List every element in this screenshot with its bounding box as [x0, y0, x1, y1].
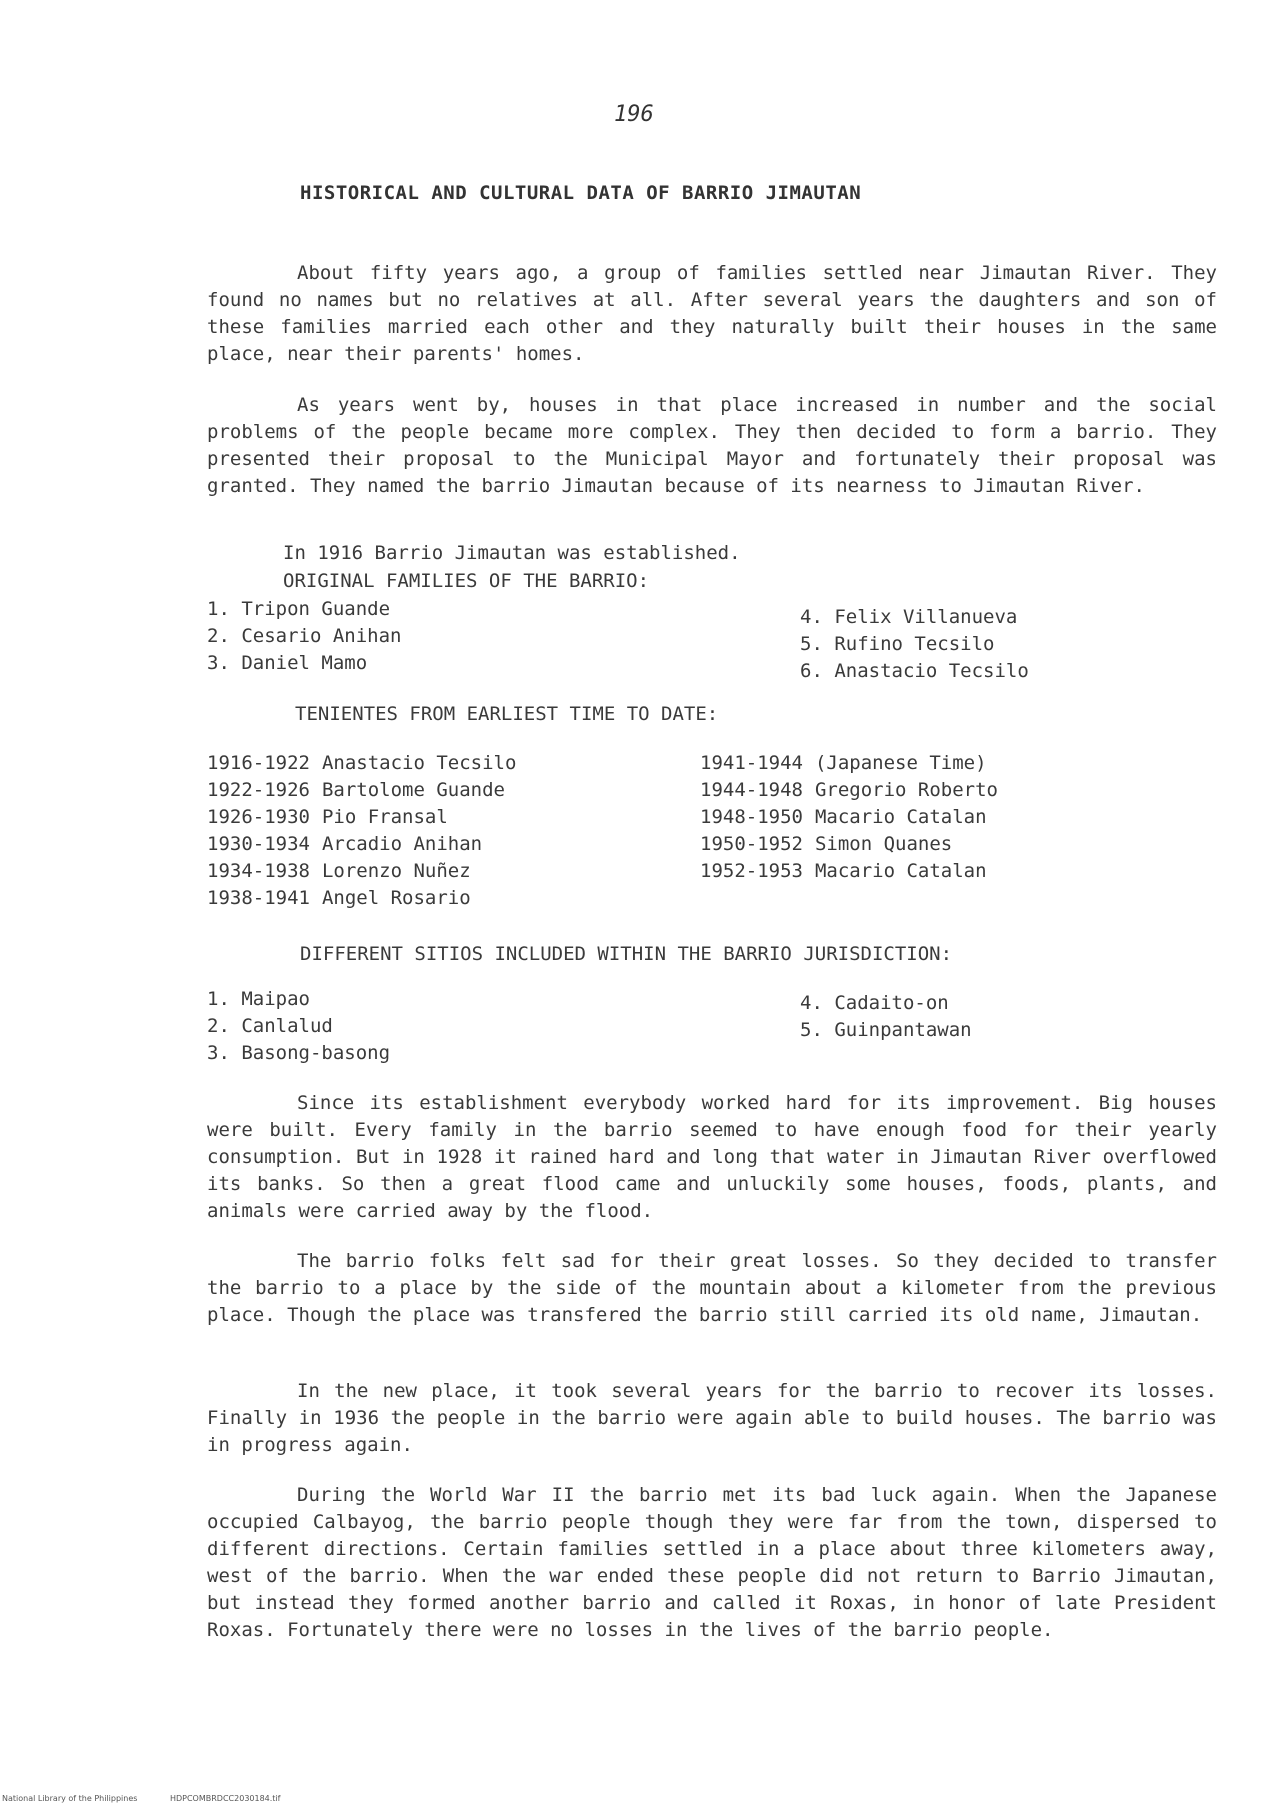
sitios-list-left — [207, 986, 390, 1067]
sitios-list-right — [800, 990, 972, 1044]
list-item: 1. Tripon Guande — [207, 598, 391, 620]
term-years: 1930-1934 — [207, 833, 310, 855]
teniente-name: Pio Fransal — [321, 806, 448, 828]
sitios-heading: DIFFERENT SITIOS INCLUDED WITHIN THE BARRIO JURISDICTION: — [300, 943, 953, 965]
teniente-name: Macario Catalan — [814, 860, 987, 882]
term-years: 1950-1952 — [700, 833, 803, 855]
table-row — [700, 779, 1010, 806]
footer-file: HDPCOMBRDCC2030184.tif — [169, 1794, 281, 1803]
list-item: 1. Maipao — [207, 988, 310, 1010]
list-item: 5. Rufino Tecsilo — [800, 633, 995, 655]
term-years: 1944-1948 — [700, 779, 803, 801]
paragraph-flood: Since its establishment everybody worked hard for its improvement. Big houses were built. Every family in the barrio seemed to have enough food for their yearly consumption. But in 1928 it rained hard and long that water in Jimautan River overflowed its banks. So then a great flood came and unluckily some houses, foods, plants, and animals were carried away by the flood. — [207, 1092, 1217, 1222]
list-item: 2. Cesario Anihan — [207, 625, 402, 647]
tenientes-table-left — [207, 752, 528, 914]
term-years: 1948-1950 — [700, 806, 803, 828]
teniente-name: Simon Quanes — [814, 833, 953, 855]
teniente-name: Anastacio Tecsilo — [321, 752, 517, 774]
teniente-name: Bartolome Guande — [321, 779, 505, 801]
term-years: 1952-1953 — [700, 860, 803, 882]
table-row — [207, 833, 528, 860]
table-row — [700, 806, 1010, 833]
list-item: 6. Anastacio Tecsilo — [800, 660, 1029, 682]
term-years: 1934-1938 — [207, 860, 310, 882]
tenientes-table-right — [700, 752, 1010, 887]
teniente-name: Arcadio Anihan — [321, 833, 483, 855]
paragraph-formation: As years went by, houses in that place increased in number and the social problems of the people became more complex. They then decided to form a barrio. They presented their proposal to the Municipal Mayor and fortunately their proposal was granted. They named the barrio Jimautan because of its nearness to Jimautan River. — [207, 394, 1217, 497]
paragraph-origin: About fifty years ago, a group of families settled near Jimautan River. They found no names but no relatives at all. After several years the daughters and son of these families married each other and they naturally built their houses in the same place, near their parents' homes. — [207, 262, 1217, 365]
document-title: HISTORICAL AND CULTURAL DATA OF BARRIO JIMAUTAN — [300, 182, 862, 204]
list-item: 3. Basong-basong — [207, 1042, 391, 1064]
families-heading: ORIGINAL FAMILIES OF THE BARRIO: — [283, 570, 650, 592]
term-years: 1941-1944 — [700, 752, 803, 774]
page-number: 196 — [614, 102, 654, 127]
term-years: 1916-1922 — [207, 752, 310, 774]
scan-footer — [2, 1794, 310, 1803]
list-item: 5. Guinpantawan — [800, 1019, 972, 1041]
table-row — [700, 860, 1010, 887]
teniente-name: Lorenzo Nuñez — [321, 860, 471, 882]
teniente-name: (Japanese Time) — [814, 752, 987, 774]
teniente-name: Angel Rosario — [321, 887, 471, 909]
paragraph-recovery: In the new place, it took several years for the barrio to recover its losses. Finally in 1936 the people in the barrio were again able to build houses. The barrio was in progress again. — [207, 1380, 1217, 1456]
table-row — [207, 806, 528, 833]
paragraph-war: During the World War II the barrio met its bad luck again. When the Japanese occupied Calbayog, the barrio people though they were far from the town, dispersed to different directions. Certain families settled in a place about three kilometers away, west of the barrio. When the war ended these people did not return to Barrio Jimautan, but instead they formed another barrio and called it Roxas, in honor of late President Roxas. Fortunately there were no losses in the lives of the barrio people. — [207, 1484, 1217, 1641]
tenientes-heading: TENIENTES FROM EARLIEST TIME TO DATE: — [295, 703, 719, 725]
families-list-right — [800, 604, 1029, 685]
table-row — [700, 752, 1010, 779]
teniente-name: Macario Catalan — [814, 806, 987, 828]
table-row — [207, 779, 528, 806]
list-item: 4. Felix Villanueva — [800, 606, 1018, 628]
table-row — [207, 752, 528, 779]
paragraph-transfer: The barrio folks felt sad for their great losses. So they decided to transfer the barrio to a place by the side of the mountain about a kilometer from the previous place. Though the place was transfered the barrio still carried its old name, Jimautan. — [207, 1250, 1217, 1326]
list-item: 3. Daniel Mamo — [207, 652, 368, 674]
list-item: 4. Cadaito-on — [800, 992, 949, 1014]
table-row — [700, 833, 1010, 860]
table-row — [207, 887, 528, 914]
footer-library: National Library of the Philippines — [2, 1794, 138, 1803]
term-years: 1938-1941 — [207, 887, 310, 909]
term-years: 1922-1926 — [207, 779, 310, 801]
established-line: In 1916 Barrio Jimautan was established. — [283, 542, 741, 564]
list-item: 2. Canlalud — [207, 1015, 333, 1037]
families-list-left — [207, 596, 401, 677]
teniente-name: Gregorio Roberto — [814, 779, 998, 801]
table-row — [207, 860, 528, 887]
term-years: 1926-1930 — [207, 806, 310, 828]
